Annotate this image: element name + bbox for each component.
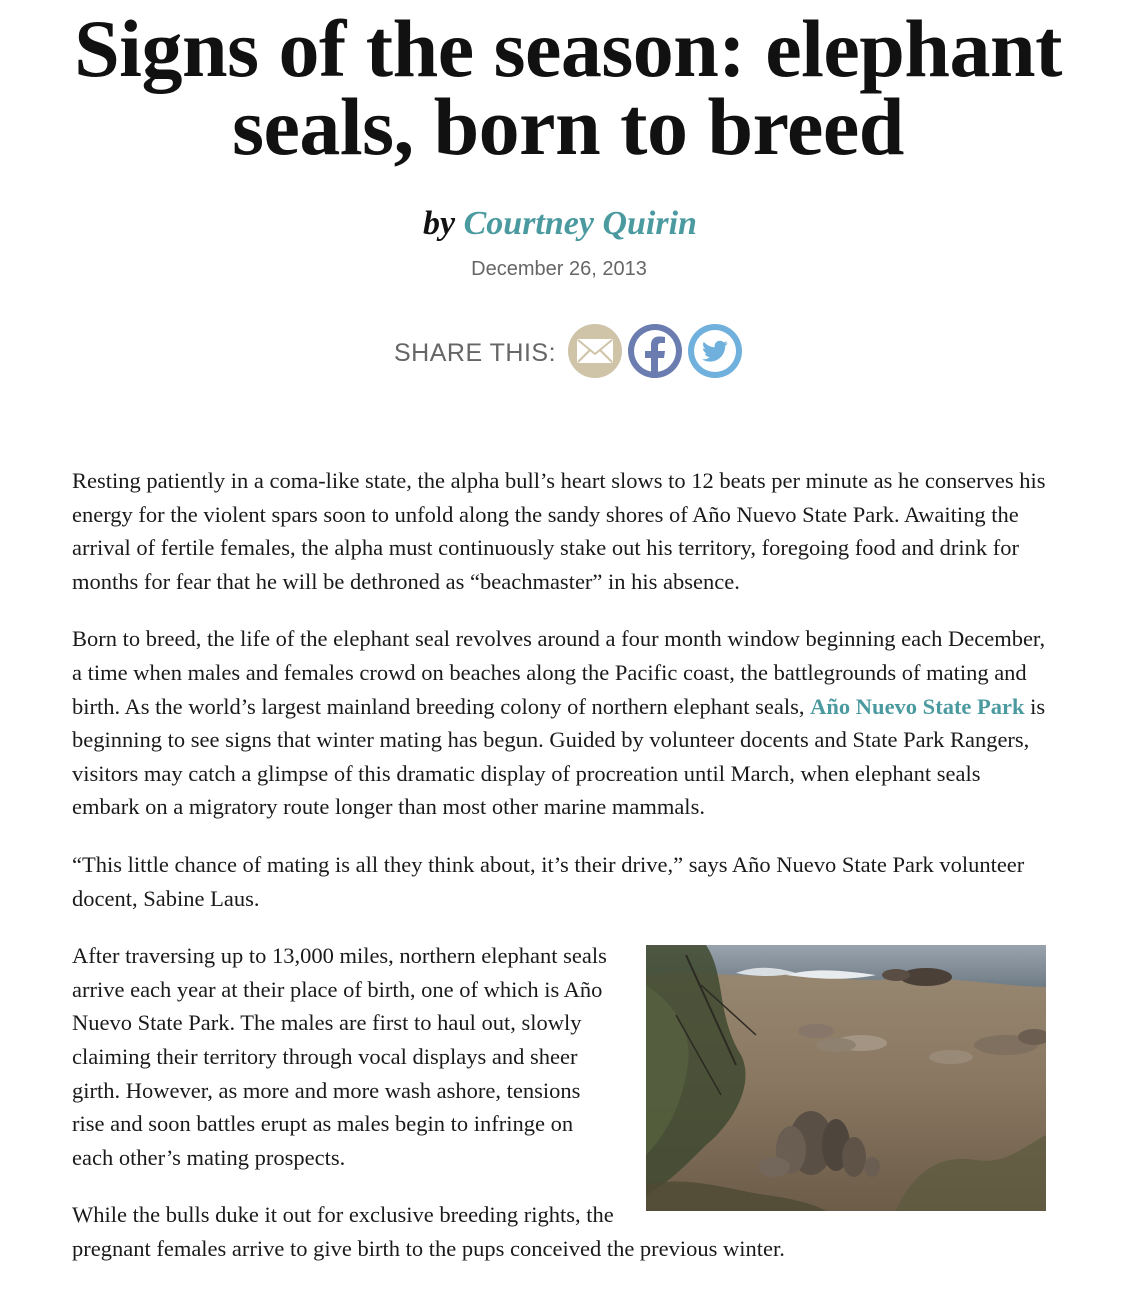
twitter-icon xyxy=(688,324,742,378)
paragraph-2-intro: Born to breed, the life of the elephant seal revolves around a four month window beginning each December, a time when males and females crowd on beaches along the Pacific coast, the battlegrounds of mating and birth. As the world’s largest mainland breeding colony of northern elephant seals, xyxy=(72,626,1046,719)
share-bar xyxy=(394,324,748,378)
paragraph-3-quote: “This little chance of mating is all they think about, it’s their drive,” says Año Nuevo State Park volunteer docent, Sabine Laus. xyxy=(72,851,1025,911)
byline-prefix: by xyxy=(423,205,456,242)
byline xyxy=(0,204,1120,244)
article-body xyxy=(72,464,1052,1289)
paragraph-5: While the bulls duke it out for exclusive breeding rights, the pregnant females arrive to give birth to the pups conceived the previous winter. xyxy=(72,1202,785,1261)
publish-date: December 26, 2013 xyxy=(471,258,647,280)
share-twitter-button[interactable] xyxy=(688,324,742,378)
envelope-icon xyxy=(575,336,615,366)
paragraph-2 xyxy=(72,622,1052,824)
share-facebook-button[interactable] xyxy=(628,324,682,378)
facebook-icon xyxy=(628,324,682,378)
paragraph-4: After traversing up to 13,000 miles, northern elephant seals arrive each year at their place of birth, one of which is Año Nuevo State Park. The males are first to haul out, slowly claiming their territory through vocal displays and sheer girth. However, as more and more wash ashore, tensions rise and soon battles erupt as males begin to infringe on each other’s mating prospects. xyxy=(72,943,607,1170)
paragraph-1: Resting patiently in a coma-like state, the alpha bull’s heart slows to 12 beats per minute as he conserves his energy for the violent spars soon to unfold along the sandy shores of Año Nuevo State Park. Awaiting the arrival of fertile females, the alpha must continuously stake out his territory, foregoing food and drink for months for fear that he will be dethroned as “beachmaster” in his absence. xyxy=(72,468,1046,594)
paragraph-2-rest: is beginning to see signs that winter mating has begun. Guided by volunteer docents and State Park Rangers, visitors may catch a glimpse of this dramatic display of procreation until March, when elephant seals embark on a migratory route longer than most other marine mammals. xyxy=(72,693,1046,820)
article-title: Signs of the season: elephant seals, born to breed xyxy=(74,3,1062,172)
elephant-seals-photo xyxy=(646,945,1046,1211)
share-label: SHARE THIS: xyxy=(394,338,557,367)
share-email-button[interactable] xyxy=(568,324,622,378)
ano-nuevo-park-link[interactable]: Año Nuevo State Park xyxy=(810,693,1025,719)
author-link[interactable]: Courtney Quirin xyxy=(463,205,697,242)
